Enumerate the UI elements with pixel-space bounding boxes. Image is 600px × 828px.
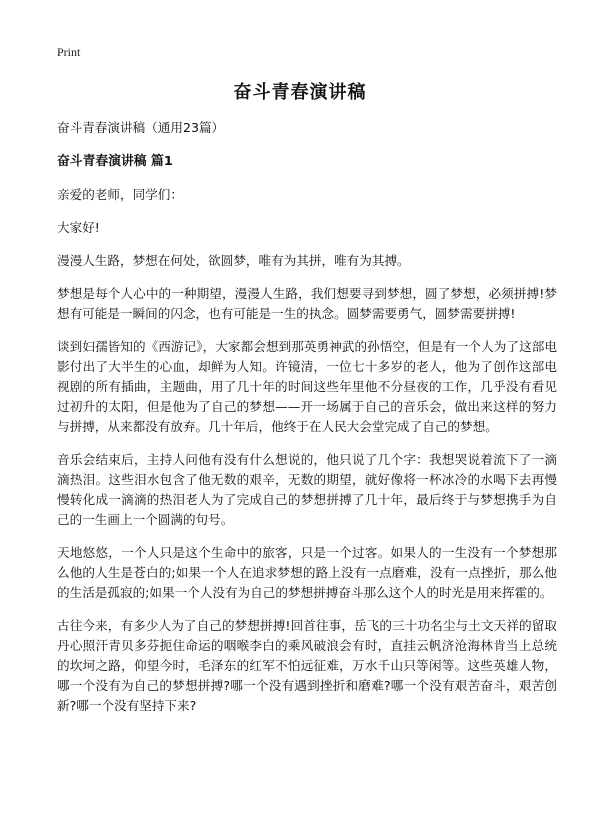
paragraph-3: 谈到妇孺皆知的《西游记》，大家都会想到那英勇神武的孙悟空，但是有一个人为了这部电影付出了大半生的心血，却鲜为人知。许镜清，一位七十多岁的老人，他为了创作这部电视剧的所有插曲，主题曲，用了几十年的时间这些年里他不分昼夜的工作，几乎没有看见过初升的太阳，但是他为了自己的梦想——开一场属于自己的音乐会，做出来这样的努力与拼搏，从来都没有放弃。几十年后，他终于在人民大会堂完成了自己的梦想。: [57, 339, 557, 434]
section-heading: 奋斗青春演讲稿 篇1: [57, 154, 173, 169]
paragraph-2: 梦想是每个人心中的一种期望，漫漫人生路，我们想要寻到梦想，圆了梦想，必须拼搏!梦想有可能是一瞬间的闪念，也有可能是一生的执念。圆梦需要勇气，圆梦需要拼搏!: [57, 286, 557, 321]
document-subtitle: 奋斗青春演讲稿（通用23篇）: [57, 120, 225, 135]
paragraph-5: 天地悠悠，一个人只是这个生命中的旅客，只是一个过客。如果人的一生没有一个梦想那么他的人生是苍白的;如果一个人在追求梦想的路上没有一点磨难，没有一点挫折，那么他的生活是孤寂的;如果一个人没有为自己的梦想拼搏奋斗那么这个人的时光是用来挥霍的。: [57, 545, 557, 600]
greeting-line: 亲爱的老师，同学们：: [57, 187, 183, 202]
print-label: Print: [57, 45, 81, 59]
hello-line: 大家好!: [57, 220, 100, 235]
page-title: 奋斗青春演讲稿: [233, 82, 367, 103]
paragraph-1: 漫漫人生路，梦想在何处，欲圆梦，唯有为其拼，唯有为其搏。: [57, 253, 410, 268]
paragraph-4: 音乐会结束后，主持人问他有没有什么想说的，他只说了几个字：我想哭说着流下了一滴滴热泪。这些泪水包含了他无数的艰辛，无数的期望，就好像将一杯冰冷的水喝下去再慢慢转化成一滴滴的热泪老人为了完成自己的梦想拼搏了几十年，最后终于与梦想携手为自己的一生画上一个圆满的句号。: [57, 452, 557, 527]
document-body: [57, 118, 557, 729]
paragraph-6: 古往今来，有多少人为了自己的梦想拼搏!回首往事，岳飞的三十功名尘与土文天祥的留取丹心照汗青贝多芬扼住命运的咽喉李白的乘风破浪会有时，直挂云帆济沧海林肯当上总统的坎坷之路，仰望今时，毛泽东的红军不怕远征难，万水千山只等闲等。这些英雄人物，哪一个没有为自己的梦想拼搏?哪一个没有遇到挫折和磨难?哪一个没有艰苦奋斗，艰苦创新?哪一个没有坚持下来?: [57, 618, 557, 713]
